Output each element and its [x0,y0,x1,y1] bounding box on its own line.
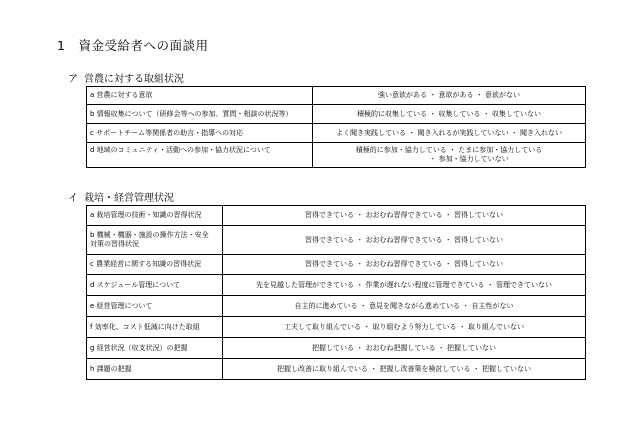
row-value [223,338,586,359]
section-heading: 営農に対する取組状況 [84,74,184,85]
value-line: 工夫して取り組んでいる ・ 取り組むよう努力している ・ 取り組んでいない [284,322,524,331]
label-line: 対策の習得状況 [90,240,139,248]
table-row [87,317,586,338]
row-label [87,226,223,255]
value-line: ・ 参加・協力していない [429,155,509,163]
row-label [87,105,313,124]
label-line: d スケジュール管理について [90,280,181,289]
row-value [313,124,586,143]
row-value [223,296,586,317]
row-label [87,87,313,105]
row-value [223,226,586,255]
row-value [313,105,586,124]
row-label [87,255,223,275]
value-line: 把握している ・ おおむね把握している ・ 把握していない [312,343,496,352]
row-label [87,124,313,143]
row-value [313,87,586,105]
value-line: よく聞き実践している ・ 聞き入れるが実践していない ・ 聞き入れない [336,128,562,137]
value-line: 把握し改善に取り組んでいる ・ 把握し改善策を検討している ・ 把握していない [277,364,531,373]
section-title-i [68,189,174,204]
table-row [87,296,586,317]
label-line: b 機械・機器・施設の操作方法・安全 [90,231,209,239]
row-label [87,338,223,359]
farming-attitude-table [86,86,586,168]
table-row [87,105,586,124]
table-row [87,275,586,296]
table-row [87,206,586,226]
label-line: c サポートチーム等関係者の助言・指導への対応 [90,128,244,137]
row-label [87,206,223,226]
row-value [313,143,586,168]
table-row [87,124,586,143]
value-line: 習得できている ・ おおむね習得できている ・ 習得していない [305,235,503,244]
label-line: b 情報収集について（研修会等への参加、質問・相談の状況等） [90,109,293,118]
section-number: ア [68,74,78,85]
table-row [87,359,586,380]
value-line: 自主的に進めている ・ 意見を聞きながら進めている ・ 自主性がない [294,301,514,310]
table-row [87,255,586,275]
row-label [87,359,223,380]
label-line: g 経営状況（収支状況）の把握 [90,343,188,352]
value-line: 強い意欲がある ・ 意欲がある ・ 意欲がない [378,91,520,99]
row-label [87,143,313,168]
label-line: e 経営管理について [90,301,153,310]
table-row [87,87,586,105]
value-line: 積極的に収集している ・ 収集している ・ 収集していない [357,109,541,118]
row-value [223,206,586,226]
section-title-a [68,70,184,85]
page-title: 1 資金受給者への面談用 [57,38,209,53]
row-label [87,317,223,338]
row-value [223,255,586,275]
table-row [87,143,586,168]
label-line: d 地域のコミュニティ・活動への参加・協力状況について [90,146,271,154]
cultivation-management-table [86,205,586,380]
table-row [87,226,586,255]
section-number: イ [68,193,78,204]
value-line: 習得できている ・ おおむね習得できている ・ 習得していない [305,260,503,268]
label-line: h 課題の把握 [90,364,132,373]
label-line: a 営農に対する意欲 [90,91,153,99]
row-value [223,275,586,296]
value-line: 習得できている ・ おおむね習得できている ・ 習得していない [305,211,503,219]
section-heading: 栽培・経営管理状況 [84,193,174,204]
table-row [87,338,586,359]
label-line: c 農業経営に関する知識の習得状況 [90,260,202,268]
label-line: f 効率化、コスト低減に向けた取組 [90,322,200,331]
row-label [87,275,223,296]
value-line: 先を見越した管理ができている ・ 作業が遅れない程度に管理できている ・ 管理できていない [256,280,552,289]
row-value [223,359,586,380]
row-label [87,296,223,317]
row-value [223,317,586,338]
value-line: 積極的に参加・協力している ・ たまに参加・協力している [355,146,543,154]
label-line: a 栽培管理の技術・知識の習得状況 [90,211,202,219]
